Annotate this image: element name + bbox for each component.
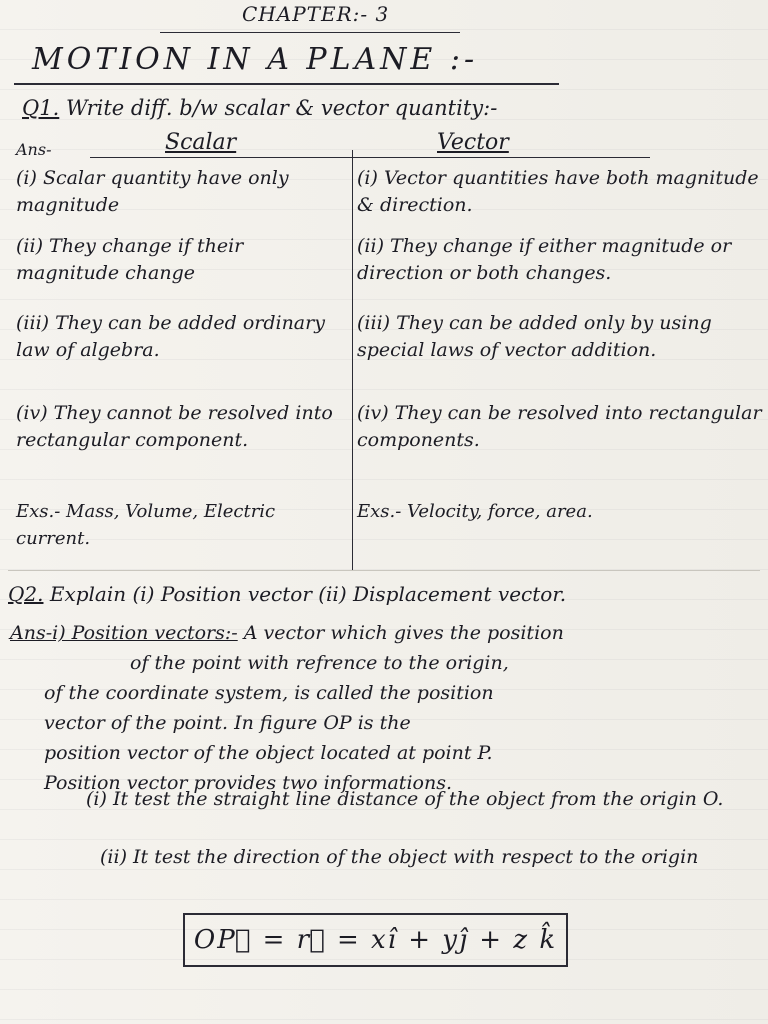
answer-2-line-3: of the coordinate system, is called the position bbox=[44, 682, 494, 704]
answer-2-line-4: vector of the point. In figure OP is the bbox=[44, 712, 411, 734]
scalar-row-2: (ii) They change if their magnitude change bbox=[16, 235, 244, 284]
answer-2-lead: Ans-i) Position vectors:- bbox=[10, 622, 238, 644]
chapter-heading: CHAPTER:- 3 bbox=[242, 2, 390, 26]
vector-row-2: (ii) They change if either magnitude or direction or both changes. bbox=[357, 235, 732, 284]
answer-2-line-6: Position vector provides two informations. bbox=[44, 772, 452, 794]
section-divider bbox=[8, 570, 760, 571]
scalar-row-4: (iv) They cannot be resolved into rectangular component. bbox=[16, 402, 333, 451]
vector-row-3: (iii) They can be added only by using special laws of vector addition. bbox=[357, 312, 712, 361]
answer-2-point-2: (ii) It test the direction of the object with respect to the origin bbox=[100, 846, 699, 868]
vector-column-heading: Vector bbox=[437, 130, 509, 155]
table-column-divider bbox=[352, 150, 353, 570]
chapter-underline bbox=[160, 32, 460, 33]
scalar-column-heading: Scalar bbox=[165, 130, 237, 155]
question-2-text: Explain (i) Position vector (ii) Displacement vector. bbox=[49, 582, 567, 606]
vector-row-1: (i) Vector quantities have both magnitude & direction. bbox=[357, 167, 759, 216]
position-vector-formula: OP⃗ = r⃗ = xî + yĵ + z k̂ bbox=[183, 913, 568, 967]
question-1 bbox=[22, 96, 497, 120]
question-1-text: Write diff. b/w scalar & vector quantity:- bbox=[65, 96, 498, 120]
answer-2-body bbox=[10, 618, 762, 798]
answer-2-line-1: A vector which gives the position bbox=[243, 622, 564, 644]
table-header-rule bbox=[90, 157, 650, 158]
question-2 bbox=[8, 582, 566, 606]
question-1-number: Q1. bbox=[22, 96, 60, 120]
title-underline bbox=[14, 83, 559, 85]
vector-examples: Exs.- Velocity, force, area. bbox=[357, 501, 593, 522]
answer-2-line-5: position vector of the object located at point P. bbox=[44, 742, 493, 764]
answer-2-point-1: (i) It test the straight line distance of the object from the origin O. bbox=[86, 788, 724, 810]
answer-2-line-2: of the point with refrence to the origin, bbox=[130, 652, 509, 674]
answer-1-label: Ans- bbox=[16, 140, 52, 159]
question-2-number: Q2. bbox=[8, 582, 44, 606]
scalar-examples: Exs.- Mass, Volume, Electric current. bbox=[16, 501, 276, 549]
vector-row-4: (iv) They can be resolved into rectangular components. bbox=[357, 402, 762, 451]
page-title: MOTION IN A PLANE :- bbox=[32, 42, 479, 77]
scalar-row-3: (iii) They can be added ordinary law of algebra. bbox=[16, 312, 325, 361]
scalar-row-1: (i) Scalar quantity have only magnitude bbox=[16, 167, 289, 216]
